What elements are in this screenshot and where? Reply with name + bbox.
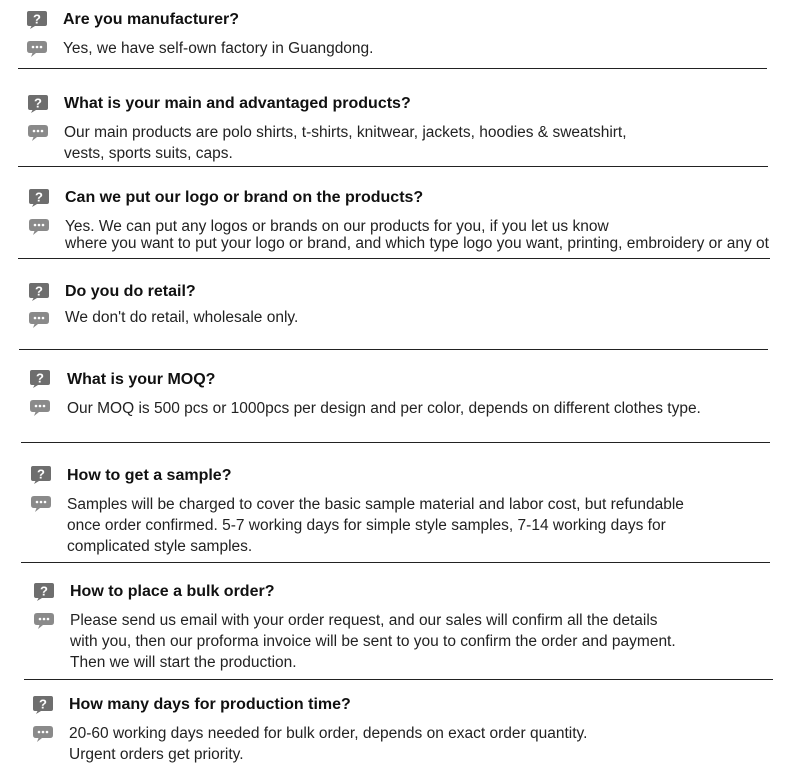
speech-bubble-icon	[33, 611, 55, 631]
faq-answer-line: Then we will start the production.	[70, 654, 297, 671]
faq-answer-line: vests, sports suits, caps.	[64, 145, 233, 162]
faq-question: What is your main and advantaged products?	[64, 95, 411, 112]
speech-bubble-icon	[28, 217, 50, 237]
divider	[18, 68, 767, 69]
svg-text:?: ?	[34, 95, 42, 111]
divider	[21, 442, 770, 443]
divider	[18, 166, 768, 167]
svg-text:?: ?	[35, 189, 43, 205]
question-mark-icon	[33, 582, 55, 602]
faq-answer-line: Our main products are polo shirts, t-shirts, knitwear, jackets, hoodies & sweatshirt,	[64, 124, 627, 141]
faq-answer-line: Please send us email with your order request, and our sales will confirm all the details	[70, 612, 658, 629]
faq-answer-line: with you, then our proforma invoice will be sent to you to confirm the order and payment.	[70, 633, 676, 650]
divider	[19, 349, 768, 350]
faq-question: How to get a sample?	[67, 467, 232, 484]
faq-answer-line: complicated style samples.	[67, 538, 253, 555]
svg-text:?: ?	[40, 583, 48, 599]
faq-answer-line: 20-60 working days needed for bulk order, depends on exact order quantity.	[69, 725, 588, 742]
faq-answer-line: Urgent orders get priority.	[69, 746, 244, 763]
divider	[21, 562, 770, 563]
faq-question: Do you do retail?	[65, 283, 196, 300]
svg-text:?: ?	[33, 11, 41, 27]
question-mark-icon	[30, 465, 52, 485]
speech-bubble-icon	[29, 398, 51, 418]
faq-answer-line: once order confirmed. 5-7 working days for simple style samples, 7-14 working days for	[67, 517, 666, 534]
speech-bubble-icon	[27, 123, 49, 143]
question-mark-icon	[29, 369, 51, 389]
faq-answer-line: where you want to put your logo or brand, and which type logo you want, printing, embroidery or any ot	[65, 235, 769, 252]
speech-bubble-icon	[30, 494, 52, 514]
divider	[24, 679, 773, 680]
speech-bubble-icon	[32, 724, 54, 744]
faq-question: What is your MOQ?	[67, 371, 216, 388]
faq-answer-line: Yes, we have self-own factory in Guangdong.	[63, 40, 374, 57]
question-mark-icon	[27, 94, 49, 114]
speech-bubble-icon	[26, 39, 48, 59]
faq-answer-line: Samples will be charged to cover the basic sample material and labor cost, but refundable	[67, 496, 684, 513]
divider	[18, 258, 770, 259]
faq-answer-line: Our MOQ is 500 pcs or 1000pcs per design and per color, depends on different clothes type.	[67, 400, 701, 417]
question-mark-icon	[28, 282, 50, 302]
svg-text:?: ?	[35, 283, 43, 299]
faq-question: How to place a bulk order?	[70, 583, 275, 600]
speech-bubble-icon	[28, 310, 50, 330]
faq-answer-line: We don't do retail, wholesale only.	[65, 309, 299, 326]
faq-question: Are you manufacturer?	[63, 11, 240, 28]
faq-answer-line: Yes. We can put any logos or brands on our products for you, if you let us know	[65, 218, 609, 235]
svg-text:?: ?	[36, 370, 44, 386]
question-mark-icon	[32, 695, 54, 715]
faq-question: How many days for production time?	[69, 696, 351, 713]
svg-text:?: ?	[37, 466, 45, 482]
question-mark-icon	[26, 10, 48, 30]
svg-text:?: ?	[39, 696, 47, 712]
question-mark-icon	[28, 188, 50, 208]
faq-question: Can we put our logo or brand on the products?	[65, 189, 424, 206]
